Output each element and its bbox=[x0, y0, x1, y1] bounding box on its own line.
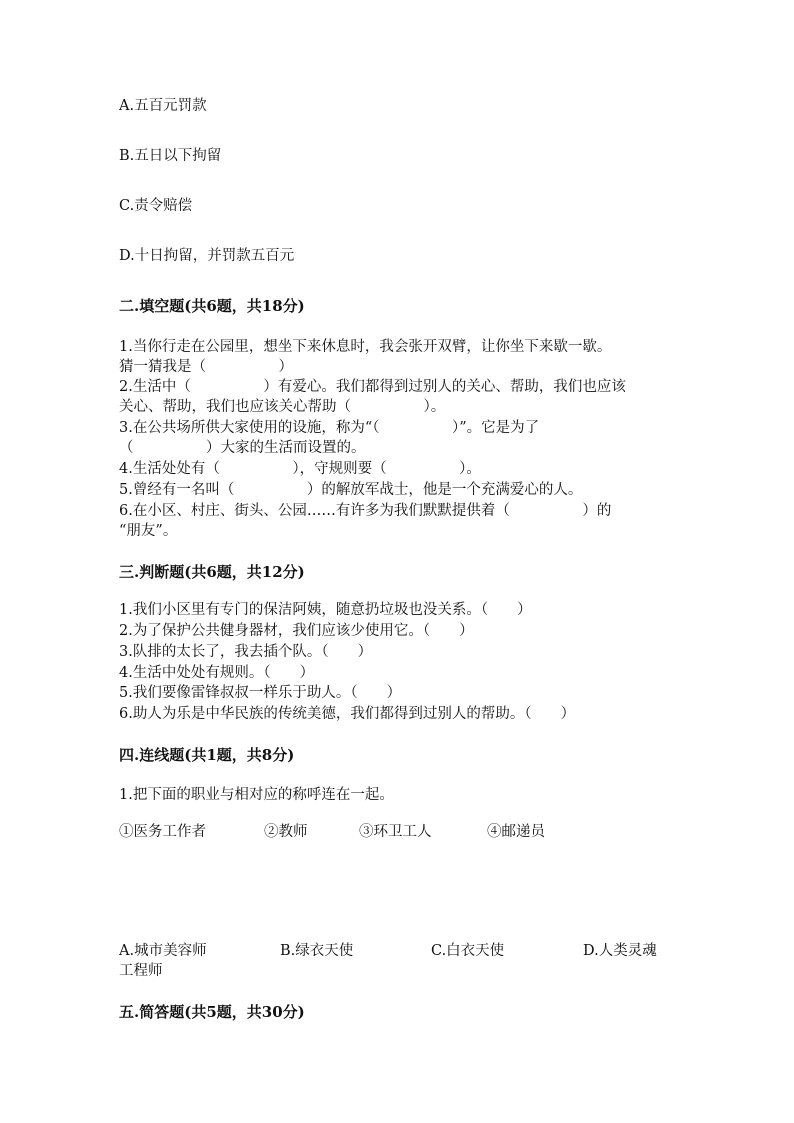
fill-blank-line: （ ）大家的生活而设置的。 bbox=[119, 440, 366, 456]
section-heading-short-answer: 五.简答题(共5题，共30分) bbox=[119, 1003, 305, 1021]
matching-question: 1.把下面的职业与相对应的称呼连在一起。 bbox=[119, 787, 394, 803]
fill-blank-line: 6.在小区、村庄、街头、公园……有许多为我们默默提供着（ ）的 bbox=[119, 503, 612, 519]
profession-row bbox=[119, 822, 679, 842]
fill-blank-line: 猜一猜我是（ ） bbox=[119, 359, 293, 375]
title-item: B.绿衣天使 bbox=[280, 943, 354, 959]
true-false-line: 5.我们要像雷锋叔叔一样乐于助人。（ ） bbox=[119, 685, 402, 701]
fill-blank-line: 3.在公共场所供大家使用的设施，称为“（ ）”。它是为了 bbox=[119, 420, 540, 436]
choice-option-b: B.五日以下拘留 bbox=[119, 148, 222, 164]
fill-blank-line: 5.曾经有一名叫（ ）的解放军战士，他是一个充满爱心的人。 bbox=[119, 482, 583, 498]
title-row bbox=[119, 941, 679, 961]
true-false-line: 4.生活中处处有规则。（ ） bbox=[119, 665, 315, 681]
profession-item: ③环卫工人 bbox=[359, 824, 432, 840]
fill-blank-line: 4.生活处处有（ ），守规则要（ ）。 bbox=[119, 461, 481, 477]
true-false-line: 3.队排的太长了，我去插个队。（ ） bbox=[119, 644, 373, 660]
fill-blank-line: 2.生活中（ ）有爱心。我们都得到过别人的关心、帮助，我们也应该 bbox=[119, 379, 626, 395]
choice-option-d: D.十日拘留，并罚款五百元 bbox=[119, 248, 295, 264]
fill-blank-line: 1.当你行走在公园里，想坐下来休息时，我会张开双臂，让你坐下来歇一歇。 bbox=[119, 339, 612, 355]
profession-item: ④邮递员 bbox=[487, 824, 545, 840]
title-item-wrap: 工程师 bbox=[119, 963, 163, 979]
title-item: C.白衣天使 bbox=[431, 943, 505, 959]
profession-item: ①医务工作者 bbox=[119, 824, 206, 840]
fill-blank-line: 关心、帮助，我们也应该关心帮助（ ）。 bbox=[119, 399, 446, 415]
fill-blank-line: “朋友”。 bbox=[119, 523, 178, 539]
choice-option-a: A.五百元罚款 bbox=[119, 98, 207, 114]
section-heading-matching: 四.连线题(共1题，共8分) bbox=[119, 746, 295, 764]
title-item: A.城市美容师 bbox=[119, 943, 207, 959]
true-false-line: 1.我们小区里有专门的保洁阿姨，随意扔垃圾也没关系。（ ） bbox=[119, 602, 532, 618]
profession-item: ②教师 bbox=[264, 824, 308, 840]
section-heading-fill-blank: 二.填空题(共6题，共18分) bbox=[119, 297, 305, 315]
choice-option-c: C.责令赔偿 bbox=[119, 198, 193, 214]
title-item: D.人类灵魂 bbox=[583, 943, 657, 959]
true-false-line: 2.为了保护公共健身器材，我们应该少使用它。（ ） bbox=[119, 623, 474, 639]
section-heading-true-false: 三.判断题(共6题，共12分) bbox=[119, 563, 305, 581]
true-false-line: 6.助人为乐是中华民族的传统美德，我们都得到过别人的帮助。（ ） bbox=[119, 706, 576, 722]
